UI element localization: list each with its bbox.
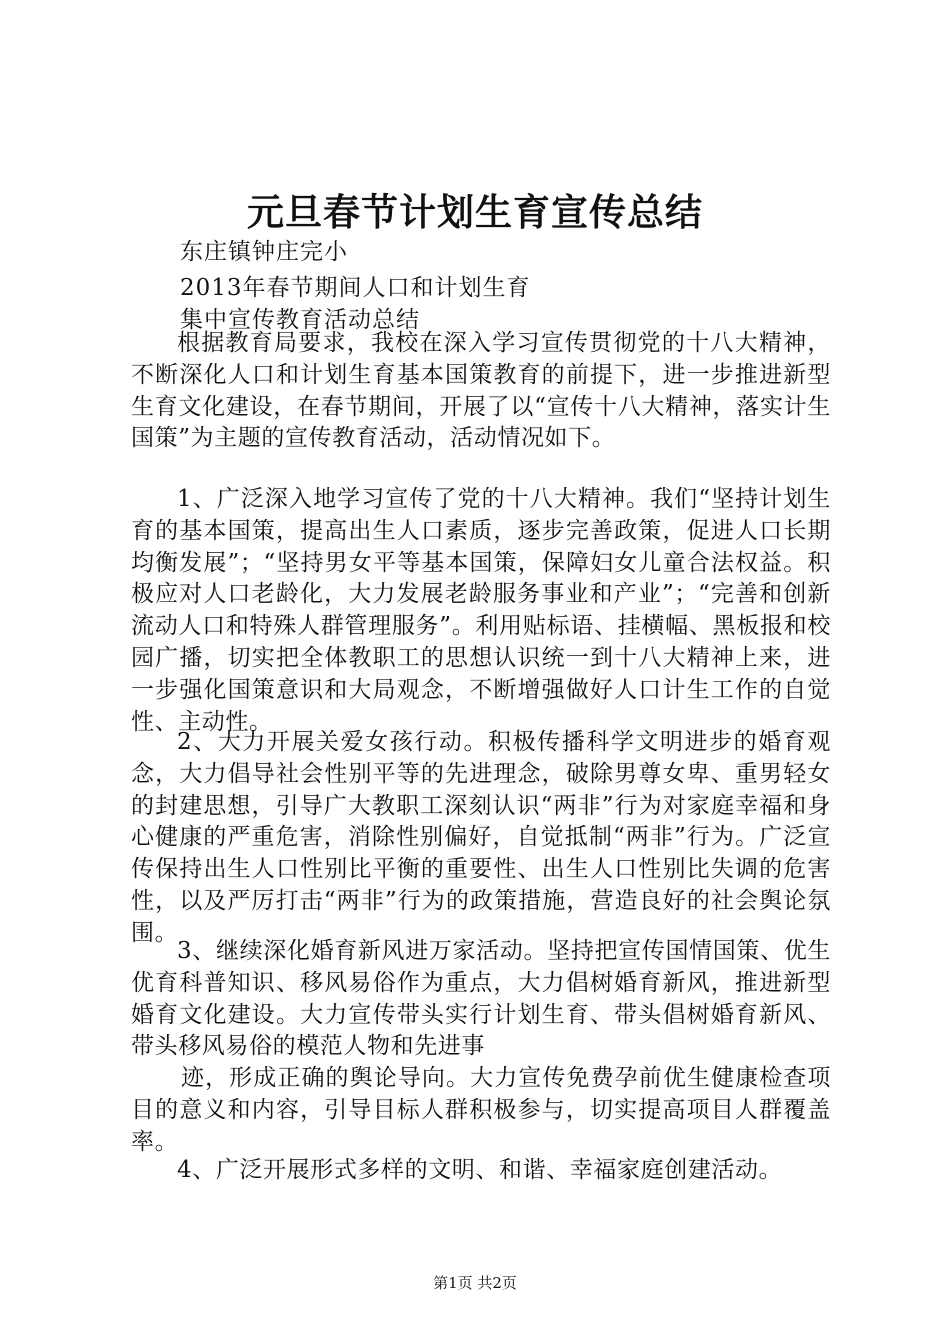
author-line: 东庄镇钟庄完小	[180, 239, 348, 265]
paragraph-item-2: 2、大力开展关爱女孩行动。积极传播科学文明进步的婚育观念，大力倡导社会性别平等的先进理念，破除男尊女卑、重男轻女的封建思想，引导广大教职工深刻认识“两非”行为对家庭幸福和身心健康的严重危害，消除性别偏好，自觉抵制“两非”行为。广泛宣传保持出生人口性别比平衡的重要性、出生人口性别比失调的危害性，以及严厉打击“两非”行为的政策措施，营造良好的社会舆论氛围。	[131, 729, 831, 946]
paragraph-item-3-continued: 迹，形成正确的舆论导向。大力宣传免费孕前优生健康检查项目的意义和内容，引导目标人群积极参与，切实提高项目人群覆盖率。	[131, 1065, 831, 1155]
subtitle-line-1: 2013年春节期间人口和计划生育	[180, 275, 531, 301]
paragraph-item-3: 3、继续深化婚育新风进万家活动。坚持把宣传国情国策、优生优育科普知识、移风易俗作为重点，大力倡树婚育新风，推进新型婚育文化建设。大力宣传带头实行计划生育、带头倡树婚育新风、带头移风易俗的模范人物和先进事	[131, 938, 831, 1060]
paragraph-intro: 根据教育局要求，我校在深入学习宣传贯彻党的十八大精神，不断深化人口和计划生育基本国策教育的前提下，进一步推进新型生育文化建设，在春节期间，开展了以“宣传十八大精神，落实计生国策”为主题的宣传教育活动，活动情况如下。	[131, 330, 831, 452]
page-footer: 第1页 共2页	[433, 1274, 517, 1292]
paragraph-item-4: 4、广泛开展形式多样的文明、和谐、幸福家庭创建活动。	[177, 1157, 783, 1183]
document-title: 元旦春节计划生育宣传总结	[247, 190, 703, 234]
subtitle-line-2: 集中宣传教育活动总结	[180, 307, 420, 333]
paragraph-item-1: 1、广泛深入地学习宣传了党的十八大精神。我们“坚持计划生育的基本国策，提高出生人口素质，逐步完善政策，促进人口长期均衡发展”；“坚持男女平等基本国策，保障妇女儿童合法权益。积极应对人口老龄化，大力发展老龄服务事业和产业”；“完善和创新流动人口和特殊人群管理服务”。利用贴标语、挂横幅、黑板报和校园广播，切实把全体教职工的思想认识统一到十八大精神上来，进一步强化国策意识和大局观念，不断增强做好人口计生工作的自觉性、主动性。	[131, 486, 831, 735]
